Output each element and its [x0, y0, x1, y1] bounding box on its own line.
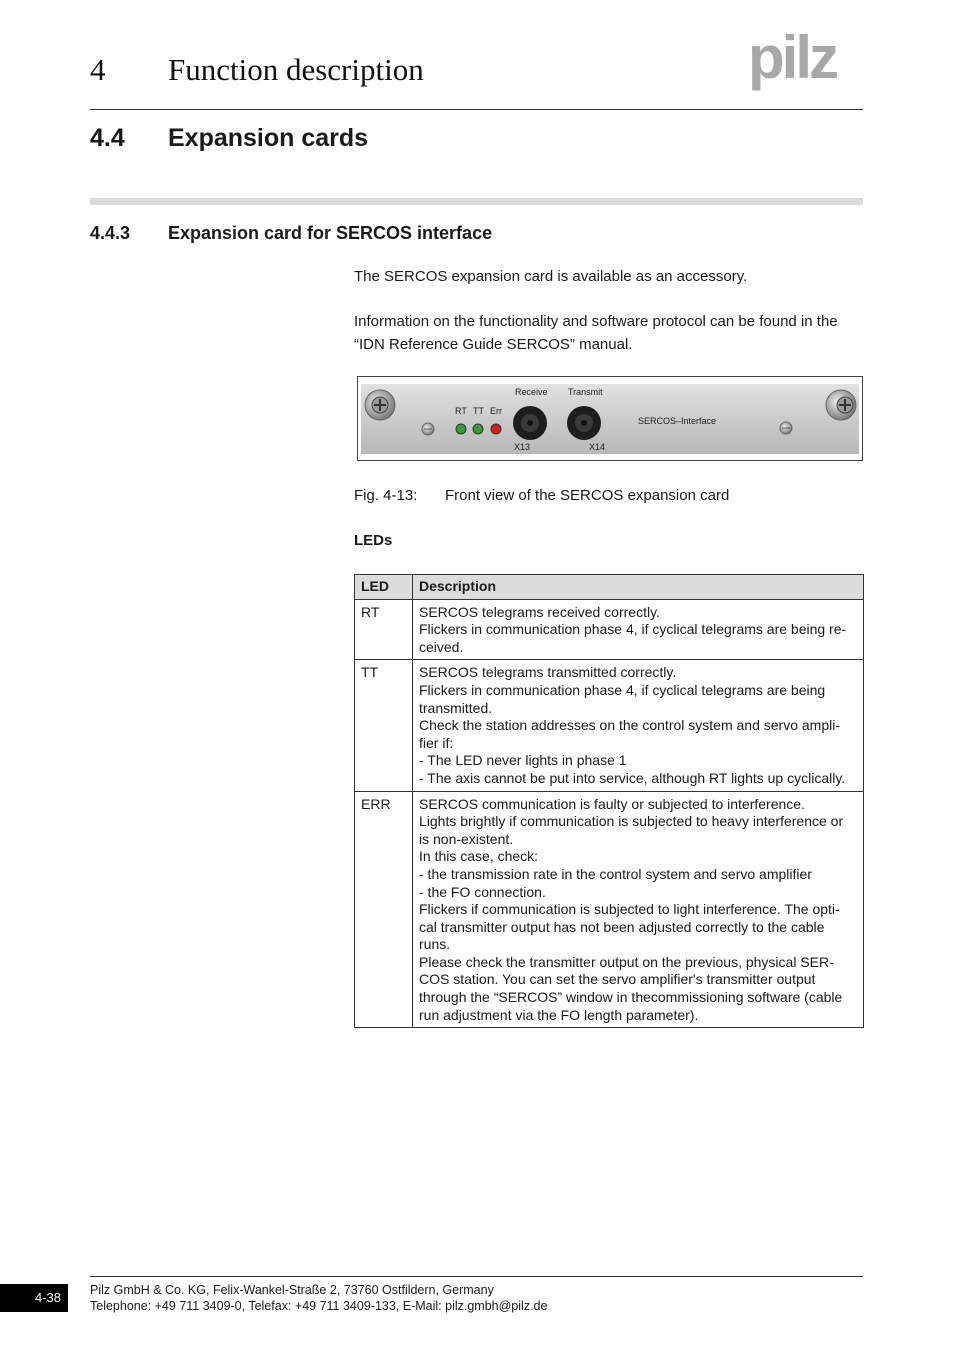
description-line: SERCOS telegrams received correctly. — [419, 603, 660, 620]
mount-screw-right-icon — [780, 422, 792, 434]
description-line: transmitted. — [419, 699, 493, 716]
description-line: - the transmission rate in the control system and servo amplifier — [419, 865, 812, 882]
pilz-logo — [748, 28, 864, 94]
logo-text: pilz — [748, 28, 836, 91]
description-line: Lights brightly if communication is subjected to heavy interference or — [419, 813, 844, 830]
description-line: runs. — [419, 936, 451, 953]
chapter-title: Function description — [168, 52, 424, 87]
description-line: - The LED never lights in phase 1 — [419, 752, 627, 769]
subsection-title: Expansion card for SERCOS interface — [168, 223, 493, 243]
mount-screw-left-icon — [422, 423, 434, 435]
sercos-card-figure — [357, 376, 863, 461]
panel-body — [361, 384, 859, 454]
table-row — [355, 599, 864, 660]
description-line: In this case, check: — [419, 848, 539, 865]
page-number: 4-38 — [0, 1284, 68, 1312]
card-front-panel — [358, 377, 862, 460]
section-title: Expansion cards — [168, 124, 369, 152]
led-description-cell — [413, 791, 864, 1028]
led-description-cell — [413, 660, 864, 791]
screw-left-icon — [365, 390, 395, 420]
table-row — [355, 660, 864, 791]
led-table-body — [355, 599, 864, 1028]
header-led: LED — [355, 575, 413, 600]
chapter-number: 4 — [90, 52, 106, 87]
led-name-cell: RT — [355, 599, 413, 660]
figure-caption-text: Front view of the SERCOS expansion card — [445, 487, 730, 504]
description-line: Flickers if communication is subjected to light interference. The opti- — [419, 901, 840, 918]
section-number: 4.4 — [90, 124, 125, 152]
label-err: Err — [490, 406, 502, 416]
footer-contact: Telephone: +49 711 3409-0, Telefax: +49 711 3409-133, E-Mail: pilz.gmbh@pilz.de — [90, 1299, 548, 1313]
description-line: run adjustment via the FO length parameter). — [419, 1006, 699, 1023]
footer-address: Pilz GmbH & Co. KG, Felix-Wankel-Straße 2, 73760 Ostfildern, Germany — [90, 1283, 494, 1297]
description-line: cal transmitter output has not been adjusted correctly to the cable — [419, 918, 825, 935]
led-rt-icon — [456, 424, 466, 434]
info-paragraph: Information on the functionality and software protocol can be found in the “IDN Reference Guide SERCOS” manual. — [354, 313, 838, 353]
footer-rule — [90, 1276, 863, 1277]
label-interface: SERCOS–Interface — [638, 416, 717, 426]
led-name-cell: TT — [355, 660, 413, 791]
description-line: Check the station addresses on the control system and servo ampli- — [419, 717, 840, 734]
led-name-cell: ERR — [355, 791, 413, 1028]
description-line: SERCOS telegrams transmitted correctly. — [419, 664, 677, 681]
description-line: COS station. You can set the servo amplifier's transmitter output — [419, 971, 816, 988]
figure-caption-label: Fig. 4-13: — [354, 487, 418, 504]
table-header-row — [355, 575, 864, 600]
description-line: ceived. — [419, 638, 464, 655]
description-line: Flickers in communication phase 4, if cyclical telegrams are being re- — [419, 621, 847, 638]
label-x13: X13 — [514, 442, 531, 452]
label-transmit: Transmit — [568, 387, 603, 397]
label-tt: TT — [473, 406, 484, 416]
led-table — [354, 574, 864, 1028]
table-row — [355, 791, 864, 1028]
led-tt-icon — [473, 424, 483, 434]
label-x14: X14 — [589, 442, 606, 452]
header-description: Description — [413, 575, 864, 600]
description-line: is non-existent. — [419, 830, 514, 847]
label-rt: RT — [455, 406, 467, 416]
description-line: SERCOS communication is faulty or subjected to interference. — [419, 795, 805, 812]
description-line: - The axis cannot be put into service, although RT lights up cyclically. — [419, 769, 846, 786]
led-err-icon — [491, 424, 501, 434]
intro-paragraph: The SERCOS expansion card is available as an accessory. — [354, 268, 748, 285]
connector-x14-icon — [567, 406, 601, 440]
description-line: - the FO connection. — [419, 883, 546, 900]
description-line: through the “SERCOS” window in thecommissioning software (cable — [419, 989, 843, 1006]
connector-x13-icon — [513, 406, 547, 440]
led-description-cell — [413, 599, 864, 660]
label-receive: Receive — [515, 387, 548, 397]
leds-heading: LEDs — [354, 532, 393, 549]
header-rule — [90, 109, 863, 110]
section-divider — [90, 198, 863, 205]
description-line: Flickers in communication phase 4, if cyclical telegrams are being — [419, 681, 826, 698]
description-line: Please check the transmitter output on the previous, physical SER- — [419, 953, 834, 970]
screw-right-icon — [826, 390, 856, 420]
description-line: fier if: — [419, 734, 454, 751]
subsection-number: 4.4.3 — [90, 223, 131, 243]
